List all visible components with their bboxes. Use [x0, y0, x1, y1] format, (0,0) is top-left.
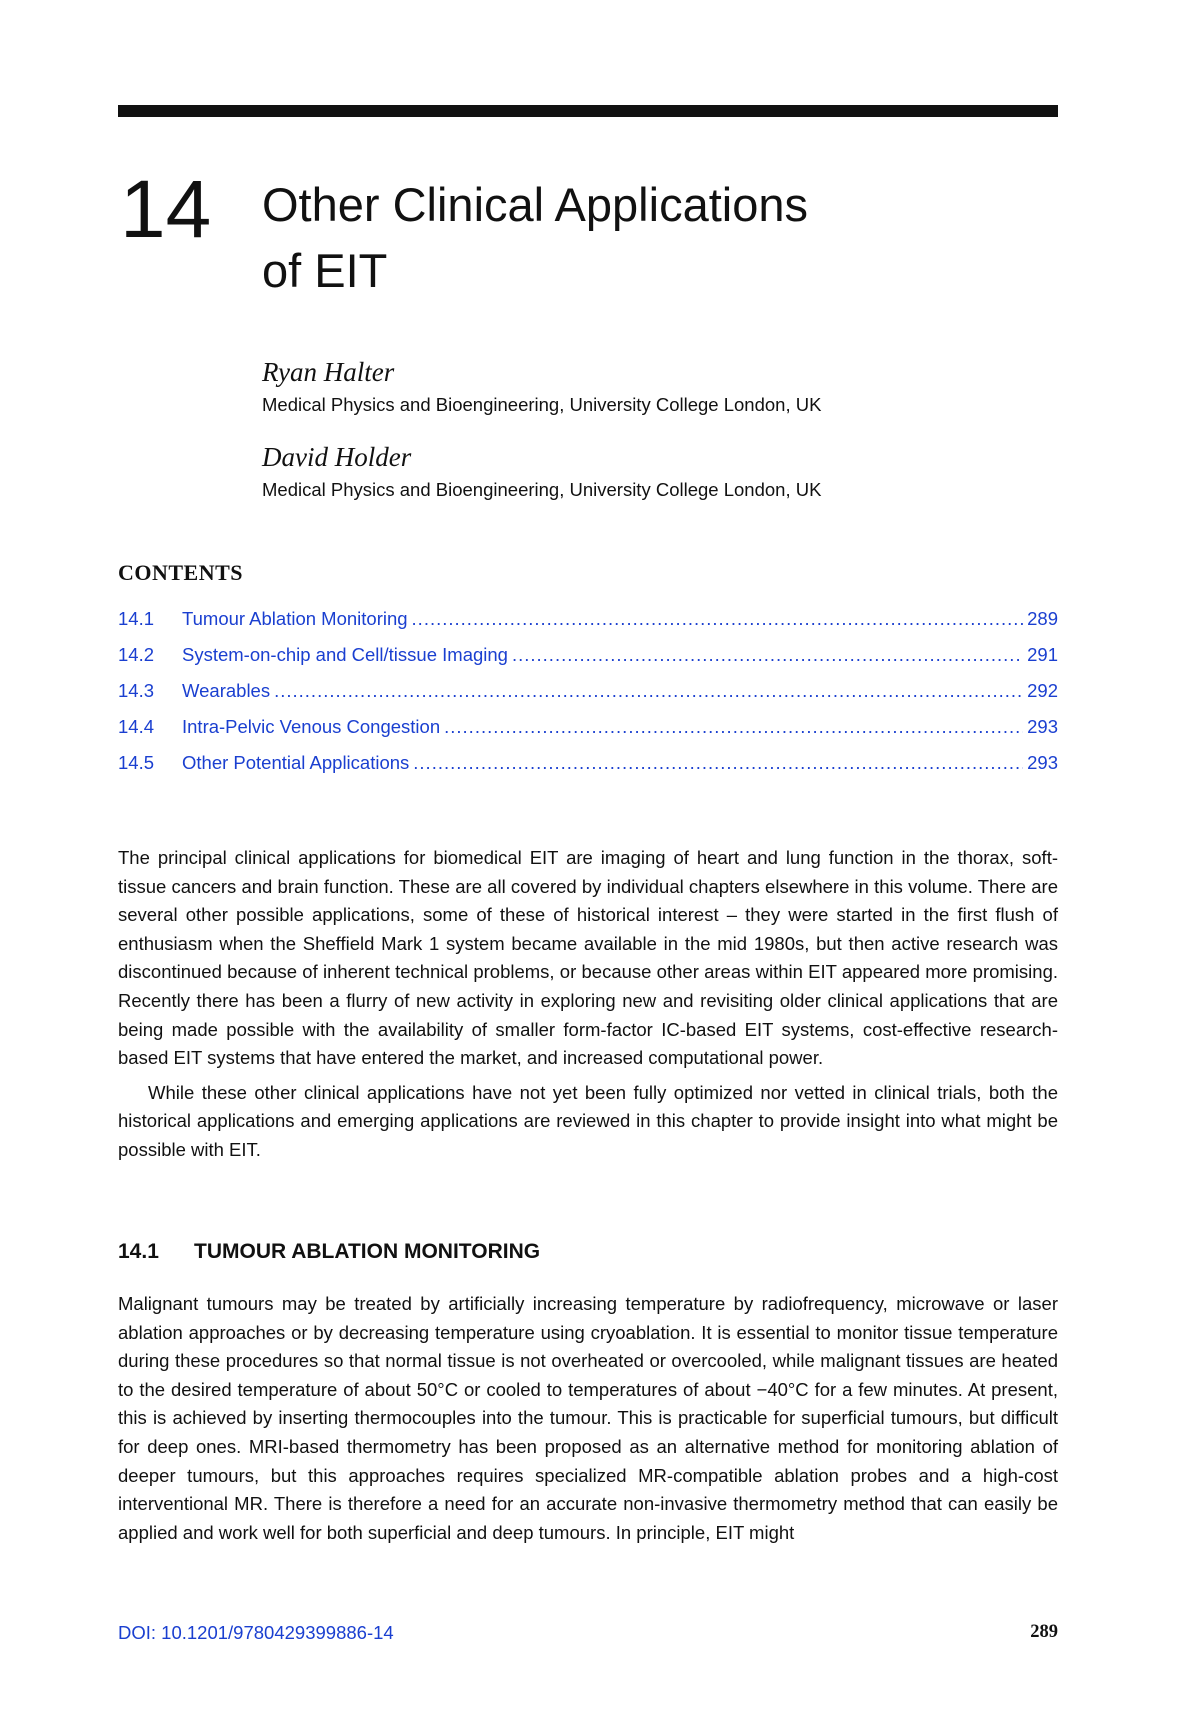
toc-item-14-4[interactable]	[118, 716, 1058, 752]
section-text	[118, 1290, 1058, 1553]
toc-item-label: Other Potential Applications	[182, 752, 410, 773]
intro-paragraph-2: While these other clinical applications have not yet been fully optimized nor vetted in clinical trials, both the historical applications and emerging applications are reviewed in this chapter to provide insight into what might be possible with EIT.	[118, 1081, 1058, 1160]
chapter-number: 14	[120, 164, 212, 255]
toc-dot-leader	[512, 644, 1023, 666]
section-paragraph-1: Malignant tumours may be treated by artificially increasing temperature by radiofrequency, microwave or laser ablation approaches or by decreasing temperature using cryoablation. It is essential to monitor tissue temperature during these procedures so that normal tissue is not overheated or overcooled, while malignant tissues are heated to the desired temperature of about 50°C or cooled to temperatures of about −40°C for a few minutes. At present, this is achieved by inserting thermocouples into the tumour. This is practicable for superficial tumours, but difficult for deep ones. MRI-based thermometry has been proposed as an alternative method for monitoring ablation of deeper tumours, but this approaches requires specialized MR-compatible ablation probes and a high-cost interventional MR. There is therefore a need for an accurate non-invasive thermometry method that can easily be applied and work well for both superficial and deep tumours. In principle, EIT might	[118, 1293, 1058, 1543]
toc-item-page: 293	[1027, 716, 1058, 737]
section-heading	[118, 1240, 540, 1264]
toc-item-14-2[interactable]	[118, 644, 1058, 680]
toc-item-page: 293	[1027, 752, 1058, 773]
toc-dot-leader	[274, 680, 1023, 702]
toc-item-label: System-on-chip and Cell/tissue Imaging	[182, 644, 508, 665]
toc-item-number: 14.1	[118, 608, 155, 629]
page-footer	[118, 1622, 1058, 1644]
table-of-contents	[118, 608, 1058, 788]
toc-item-page: 291	[1027, 644, 1058, 665]
toc-item-label: Wearables	[182, 680, 271, 701]
section-title: TUMOUR ABLATION MONITORING	[194, 1240, 541, 1263]
toc-item-page: 289	[1027, 608, 1058, 629]
author-affiliation: Medical Physics and Bioengineering, University College London, UK	[262, 479, 822, 500]
contents-heading: CONTENTS	[118, 560, 244, 585]
author-block	[262, 441, 1062, 503]
toc-item-number: 14.3	[118, 680, 155, 701]
top-rule	[118, 105, 1058, 117]
intro-paragraph-1: The principal clinical applications for biomedical EIT are imaging of heart and lung function in the thorax, soft-tissue cancers and brain function. These are all covered by individual chapters elsewhere in this volume. There are several other possible applications, some of these of historical interest – they were started in the first flush of enthusiasm when the Sheffield Mark 1 system became available in the mid 1980s, but then active research was discontinued because of inherent technical problems, or because other areas within EIT appeared more promising. Recently there has been a flurry of new activity in exploring new and revisiting older clinical applications that are being made possible with the availability of smaller form-factor IC-based EIT systems, cost-effective research-based EIT systems that have entered the market, and increased computational power.	[118, 847, 1058, 1069]
intro-text	[118, 844, 1058, 1171]
author-affiliation: Medical Physics and Bioengineering, University College London, UK	[262, 394, 822, 415]
page-number: 289	[1030, 1622, 1058, 1642]
toc-item-label: Tumour Ablation Monitoring	[182, 608, 408, 629]
toc-item-page: 292	[1027, 680, 1058, 701]
toc-dot-leader	[413, 752, 1023, 774]
section-number: 14.1	[118, 1240, 159, 1263]
toc-item-14-5[interactable]	[118, 752, 1058, 788]
toc-item-number: 14.4	[118, 716, 155, 737]
toc-item-number: 14.2	[118, 644, 155, 665]
author-block	[262, 356, 1062, 418]
toc-item-number: 14.5	[118, 752, 155, 773]
toc-item-14-3[interactable]	[118, 680, 1058, 716]
toc-dot-leader	[412, 608, 1024, 630]
chapter-title-line-2: of EIT	[262, 244, 388, 297]
author-name: Ryan Halter	[262, 357, 395, 387]
chapter-title	[262, 172, 1042, 304]
chapter-title-line-1: Other Clinical Applications	[262, 178, 808, 231]
toc-dot-leader	[444, 716, 1023, 738]
author-name: David Holder	[262, 442, 412, 472]
toc-item-14-1[interactable]	[118, 608, 1058, 644]
doi-link[interactable]: 10.1201/9780429399886-14	[161, 1622, 394, 1643]
toc-item-label: Intra-Pelvic Venous Congestion	[182, 716, 441, 737]
doi-label: DOI:	[118, 1622, 157, 1643]
